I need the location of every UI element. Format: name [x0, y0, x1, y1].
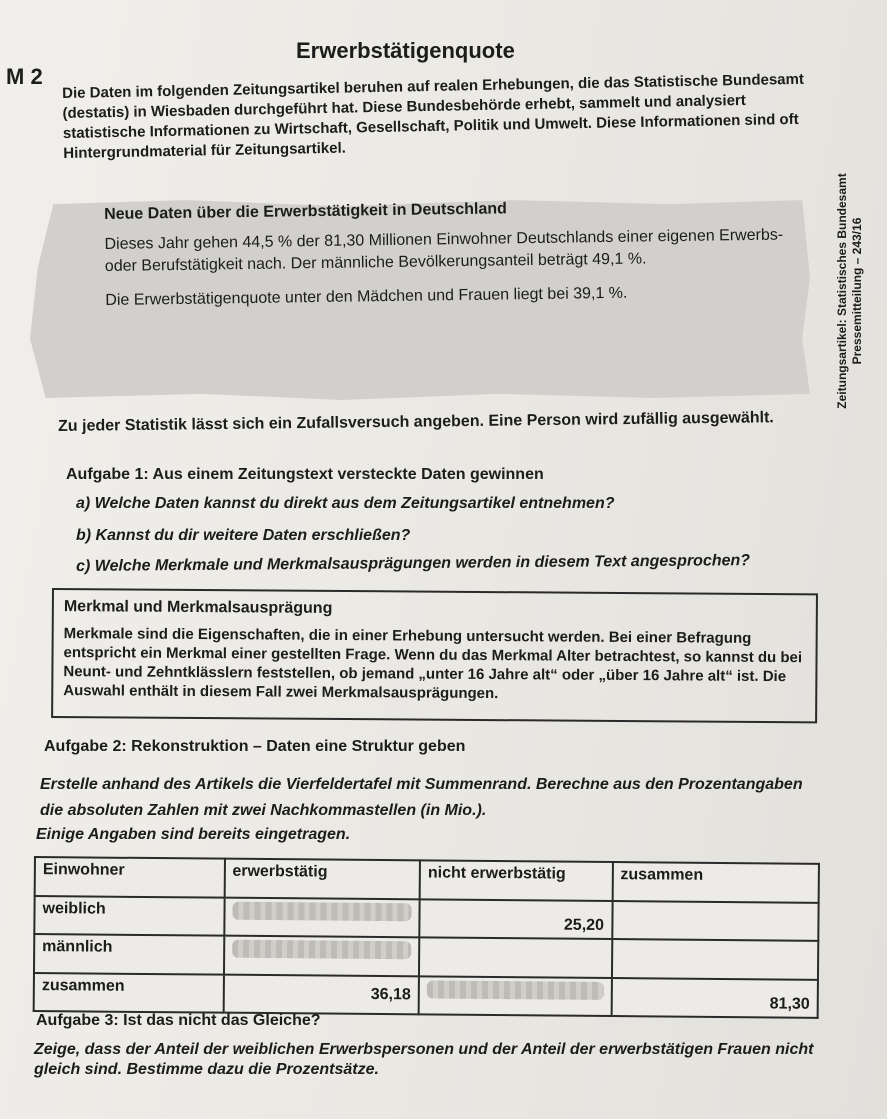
cell-female-not-employed[interactable]: 25,20 — [419, 899, 612, 939]
table-header-cell: Einwohner — [35, 857, 225, 897]
task1-question-c: c) Welche Merkmale und Merkmalsausprägungen werden in diesem Text angesprochen? — [76, 552, 751, 575]
row-label: männlich — [34, 934, 224, 974]
task3-instructions: Zeige, dass der Anteil der weiblichen Erwerbspersonen und der Anteil der erwerbstätigen Frauen nicht gleich sind. Bestimme dazu die Prozentsätze. — [34, 1041, 814, 1078]
cell-male-not-employed[interactable] — [419, 937, 612, 977]
pencil-smudge — [232, 901, 412, 921]
task2-instructions: Erstelle anhand des Artikels die Vierfeldertafel mit Summenrand. Berechne aus den Prozentangaben die absoluten Zahlen mit zwei Nachkommastellen (in Mio.). — [40, 776, 803, 819]
table-header-cell: nicht erwerbstätig — [420, 860, 613, 900]
task1-title: Aufgabe 1: Aus einem Zeitungstext versteckte Daten gewinnen — [66, 466, 544, 483]
cell-female-total[interactable] — [612, 901, 819, 941]
source-credit — [830, 160, 870, 422]
pencil-smudge — [427, 980, 604, 1000]
table-header-cell: zusammen — [612, 862, 819, 902]
task2-note: Einige Angaben sind bereits eingetragen. — [36, 826, 351, 843]
article-headline: Neue Daten über die Erwerbstätigkeit in Deutschland — [104, 200, 507, 223]
table-header-cell: erwerbstätig — [224, 859, 420, 899]
cell-male-total[interactable] — [612, 939, 819, 979]
four-field-table — [33, 856, 820, 1019]
random-experiment-statement: Zu jeder Statistik lässt sich ein Zufallsversuch angeben. Eine Person wird zufällig ausgewählt. — [58, 409, 774, 435]
source-credit-line-2: Pressemitteilung – 243/16 — [850, 217, 864, 365]
cell-total-employed[interactable]: 36,18 — [223, 974, 419, 1014]
material-label: M 2 — [6, 64, 43, 89]
definition-box-text: Merkmale sind die Eigenschaften, die in einer Erhebung untersucht werden. Bei einer Befragung entspricht ein Merkmal einer gestellten Frage. Wenn du das Merkmal Alter betrachtest, so kannst du bei Neunt- und Zehntklässlern feststellen, ob jemand „unter 16 Jahre alt“ oder „über 16 Jahre alt“ ist. Die Auswahl enthält in diesem Fall zwei Merkmalsausprägungen. — [63, 625, 803, 703]
pencil-smudge — [232, 940, 412, 960]
table-row — [34, 896, 818, 941]
article-paragraph-1: Dieses Jahr gehen 44,5 % der 81,30 Millionen Einwohner Deutschlands einer eigenen Erwerbs- oder Berufstätigkeit nach. Der männliche Bevölkerungsanteil beträgt 49,1 %. — [104, 226, 784, 275]
cell-grand-total[interactable]: 81,30 — [611, 978, 818, 1018]
task3-title: Aufgabe 3: Ist das nicht das Gleiche? — [36, 1012, 321, 1029]
page-title: Erwerbstätigenquote — [296, 38, 515, 63]
article-paragraph-2: Die Erwerbstätigenquote unter den Mädchen und Frauen liegt bei 39,1 %. — [105, 284, 628, 309]
task2-title: Aufgabe 2: Rekonstruktion – Daten eine Struktur geben — [44, 738, 466, 755]
definition-box-title: Merkmal und Merkmalsausprägung — [63, 598, 333, 617]
cell-female-employed[interactable] — [224, 897, 420, 937]
newspaper-clipping — [104, 194, 806, 324]
intro-paragraph: Die Daten im folgenden Zeitungsartikel beruhen auf realen Erhebungen, die das Statistische Bundesamt (destatis) in Wiesbaden durchgeführt hat. Diese Bundesbehörde erhebt, sammelt und analysiert statistische Informationen zu Wirtschaft, Gesellschaft, Politik und Umwelt. Diese Informationen sind oft Hintergrundmaterial für Zeitungsartikel. — [62, 70, 805, 162]
task1-question-a: a) Welche Daten kannst du direkt aus dem Zeitungsartikel entnehmen? — [76, 495, 615, 512]
row-label: weiblich — [34, 896, 224, 936]
source-credit-line-1: Zeitungsartikel: Statistisches Bundesamt — [835, 173, 849, 409]
cell-male-employed[interactable] — [223, 936, 419, 976]
definition-box — [51, 588, 818, 723]
cell-total-not-employed[interactable] — [419, 976, 612, 1016]
row-label: zusammen — [34, 973, 224, 1013]
task1-question-b: b) Kannst du dir weitere Daten erschließen? — [76, 527, 411, 544]
